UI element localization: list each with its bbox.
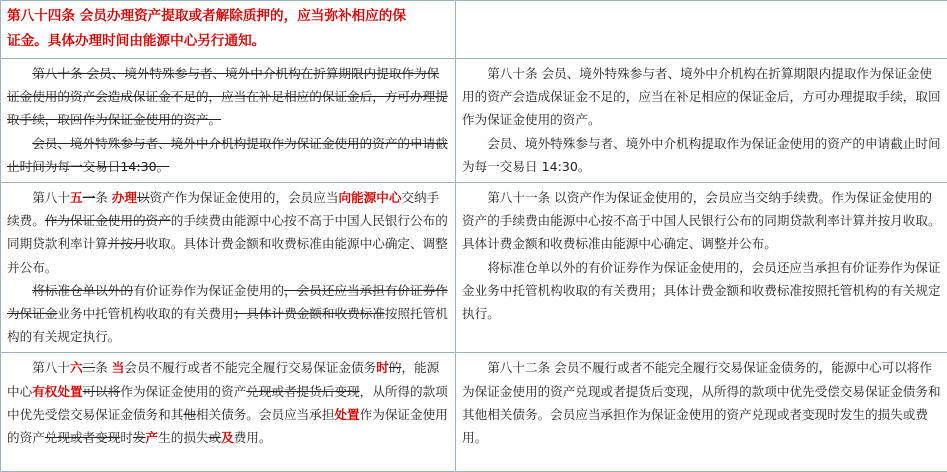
tracked-paragraph [7, 356, 449, 449]
deleted-text: 兑现或者提货后变现 [246, 384, 359, 399]
text-run: 资产作为保证金使用的，会员应当 [150, 190, 339, 205]
deleted-text: 他 [183, 407, 196, 422]
deleted-text: 将标准仓单以外的 [32, 283, 133, 298]
text-run: 时 [120, 430, 133, 445]
inserted-text: 六 [70, 360, 83, 375]
article-paragraph: 第八十二条 会员不履行或者不能完全履行交易保证金债务的，能源中心可以将作为保证金使用的资产兑现或者提货后变现，从所得的款项中优先受偿交易保证金债务和其他相关债务。会员应当承担作为保证金使用的资产兑现或者变现时发生的损失或费用。 [462, 356, 942, 449]
inserted-text: 时 [376, 360, 389, 375]
table-row [1, 1, 947, 59]
deleted-text: 兑现或者变现 [45, 430, 121, 445]
text-run: 生的损失 [158, 430, 208, 445]
text-run: 第八十 [32, 190, 70, 205]
inserted-text: 有权处置 [32, 384, 82, 399]
deleted-text: 一 [83, 190, 96, 205]
text-run: 按照托管机构的有关规定执行。 [7, 306, 448, 344]
tracked-paragraph [7, 186, 449, 279]
article-84-line2: 证金。具体办理时间由能源中心另行通知。 [7, 33, 265, 49]
new-text-cell [456, 353, 947, 472]
text-run: 条 [95, 360, 112, 375]
deleted-text: 并按月 [108, 236, 146, 251]
old-text-cell [1, 353, 456, 472]
article-84-heading [7, 4, 449, 54]
text-run: 收取。具体计费金额和收费标准由能源中心确定、调整并公布。 [7, 236, 448, 274]
inserted-text: 当 [112, 360, 125, 375]
inserted-text: 五 [70, 190, 83, 205]
inserted-text: 办理 [112, 190, 137, 205]
inserted-text: 产 [146, 430, 159, 445]
article-paragraph: 将标准仓单以外的有价证券作为保证金使用的，会员还应当承担有价证券作为保证金业务中托管机构收取的有关费用；具体计费金额和收费标准按照托管机构的有关规定执行。 [462, 256, 942, 326]
table-row [1, 59, 947, 183]
text-run: 相关债务。会员应当承担 [196, 407, 335, 422]
deleted-text: 发 [133, 430, 146, 445]
text-run: 作为保证金使用的资产 [120, 384, 246, 399]
text-run: 业务中托管机构收取的有关费用 [57, 306, 233, 321]
inserted-text: 及 [221, 430, 234, 445]
deleted-paragraph: 会员、境外特殊参与者、境外中介机构提取作为保证金使用的资产的申请截止时间为每一交易日14:30。 [7, 132, 449, 178]
text-run: 第八十 [32, 360, 70, 375]
text-run: 交纳手续费。 [7, 190, 439, 228]
text-run: 会员不履行或者不能完全履行交易保证金债务 [124, 360, 376, 375]
old-text-cell [1, 59, 456, 183]
old-text-cell [1, 1, 456, 59]
tracked-paragraph [7, 279, 449, 349]
deleted-text: ，会员还应当承担有价证券作为保证金 [7, 283, 448, 321]
text-run: 有价证券作为保证金使用的 [133, 283, 284, 298]
article-paragraph: 会员、境外特殊参与者、境外中介机构提取作为保证金使用的资产的申请截止时间为每一交易日 14:30。 [462, 132, 942, 178]
deleted-text: ；具体计费金额和收费标准 [234, 306, 385, 321]
table-row [1, 183, 947, 353]
deleted-paragraph: 第八十条 会员、境外特殊参与者、境外中介机构在折算期限内提取作为保证金使用的资产会造成保证金不足的，应当在补足相应的保证金后，方可办理提取手续，取回作为保证金使用的资产。 [7, 62, 449, 132]
deleted-text: 二 [83, 360, 96, 375]
old-text-cell [1, 183, 456, 353]
article-paragraph: 第八十条 会员、境外特殊参与者、境外中介机构在折算期限内提取作为保证金使用的资产会造成保证金不足的，应当在补足相应的保证金后，方可办理提取手续，取回作为保证金使用的资产。 [462, 62, 942, 132]
deleted-text: 作为保证金使用的资产 [45, 213, 171, 228]
article-84-line1: 第八十四条 会员办理资产提取或者解除质押的，应当弥补相应的保 [7, 8, 406, 24]
inserted-text: 向能源中心 [338, 190, 401, 205]
new-text-cell [456, 183, 947, 353]
text-run: 条 [95, 190, 112, 205]
article-paragraph: 第八十一条 以资产作为保证金使用的，会员应当交纳手续费。作为保证金使用的资产的手续费由能源中心按不高于中国人民银行公布的同期贷款利率计算并按月收取。具体计费金额和收费标准由能源中心确定、调整并公布。 [462, 186, 942, 256]
deleted-text: 或 [209, 430, 222, 445]
deleted-text: 以 [137, 190, 150, 205]
text-run: 费用。 [234, 430, 272, 445]
text-run: 作为保证金使用的资产 [7, 407, 448, 445]
deleted-text: 的 [389, 360, 402, 375]
table-row [1, 353, 947, 472]
deleted-text: 可以将 [83, 384, 121, 399]
inserted-text: 处置 [334, 407, 359, 422]
text-run: ，能源中心 [7, 360, 439, 398]
text-run: ，从所得的款项中优先受偿交易保证金债务和其 [7, 384, 448, 422]
new-text-cell [456, 59, 947, 183]
text-run: 的手续费由能源中心按不高于中国人民银行公布的同期贷款利率计算 [7, 213, 448, 251]
new-text-cell-empty [456, 1, 947, 59]
